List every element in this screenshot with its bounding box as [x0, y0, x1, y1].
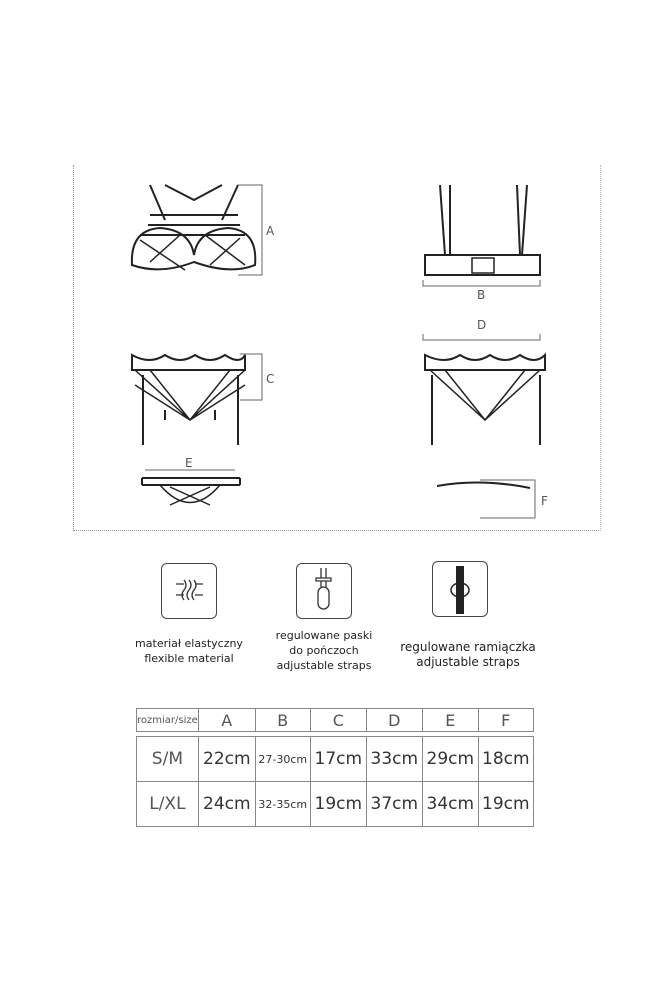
- value-cell: 19cm: [478, 782, 533, 827]
- header-c: C: [310, 709, 366, 732]
- dimension-label-c: C: [266, 372, 275, 386]
- value-cell: 18cm: [478, 737, 533, 782]
- header-f: F: [478, 709, 533, 732]
- size-table: [136, 708, 534, 827]
- dimension-label-e: E: [185, 456, 193, 470]
- header-e: E: [422, 709, 478, 732]
- value-cell: 33cm: [366, 737, 422, 782]
- value-cell: 29cm: [422, 737, 478, 782]
- garter-clip-icon: [296, 563, 352, 619]
- dimension-label-a: A: [266, 224, 275, 238]
- value-cell: 24cm: [198, 782, 255, 827]
- value-cell: 22cm: [198, 737, 255, 782]
- value-cell: 17cm: [310, 737, 366, 782]
- thong-back-drawing: [437, 482, 530, 488]
- value-cell: 19cm: [310, 782, 366, 827]
- stretch-waves-icon: [161, 563, 217, 619]
- value-cell: 32-35cm: [255, 782, 310, 827]
- value-cell: 27-30cm: [255, 737, 310, 782]
- strap-slider-icon: [432, 561, 488, 617]
- table-row: [137, 737, 534, 782]
- dimension-label-d: D: [477, 318, 487, 332]
- table-header-row: [137, 709, 534, 732]
- size-cell: L/XL: [137, 782, 199, 827]
- header-b: B: [255, 709, 310, 732]
- size-cell: S/M: [137, 737, 199, 782]
- bra-front-drawing: [132, 185, 255, 270]
- feature-caption-flexible: materiał elastyczny flexible material: [135, 637, 243, 665]
- bra-back-drawing: [425, 185, 540, 275]
- dimension-label-f: F: [541, 494, 548, 508]
- header-a: A: [198, 709, 255, 732]
- header-d: D: [366, 709, 422, 732]
- header-size: rozmiar/size: [137, 709, 199, 732]
- dimension-label-b: B: [477, 288, 486, 302]
- garter-belt-back-drawing: [425, 355, 545, 445]
- table-row: [137, 782, 534, 827]
- feature-caption-garter-straps: regulowane paski do pończoch adjustable straps: [275, 629, 373, 672]
- thong-front-drawing: [142, 478, 240, 505]
- value-cell: 34cm: [422, 782, 478, 827]
- feature-caption-shoulder-straps: regulowane ramiączka adjustable straps: [400, 640, 536, 669]
- value-cell: 37cm: [366, 782, 422, 827]
- garter-belt-front-drawing: [132, 355, 245, 445]
